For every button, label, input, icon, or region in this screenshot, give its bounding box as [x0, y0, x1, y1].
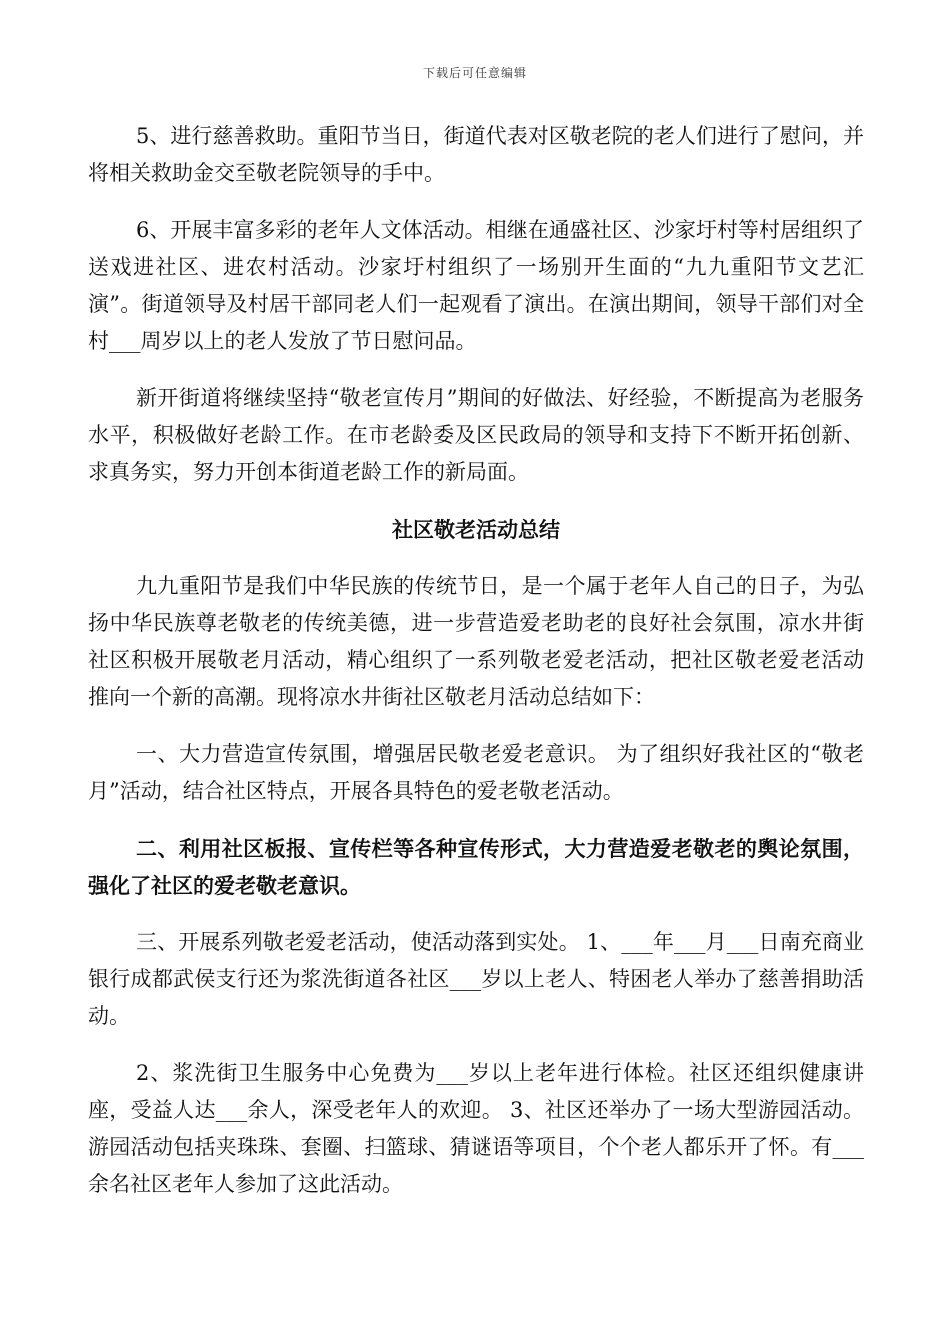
paragraph-point-three: 三、开展系列敬老爱老活动，使活动落到实处。 1、___年___月___日南充商业银行成都武侯支行还为浆洗街道各社区___岁以上老人、特困老人举办了慈善捐助活动。 [88, 930, 864, 1028]
page-header: 下载后可任意编辑 [422, 66, 527, 80]
paragraph-health-and-fair: 2、浆洗街卫生服务中心免费为___岁以上老年进行体检。社区还组织健康讲座，受益人达___余人，深受老年人的欢迎。 3、社区还举办了一场大型游园活动。游园活动包括夹珠珠、套圈、扫篮球、猜谜语等项目，个个老人都乐开了怀。有___余名社区老年人参加了这此活动。 [88, 1061, 864, 1196]
paragraph-introduction: 九九重阳节是我们中华民族的传统节日，是一个属于老年人自己的日子，为弘扬中华民族尊老敬老的传统美德，进一步营造爱老助老的良好社会氛围，凉水井街社区积极开展敬老月活动，精心组织了一系列敬老爱老活动，把社区敬老爱老活动推向一个新的高潮。现将凉水井街社区敬老月活动总结如下： [88, 574, 864, 709]
document-body [88, 118, 864, 1223]
paragraph-cultural-activities: 6、开展丰富多彩的老年人文体活动。相继在通盛社区、沙家圩村等村居组织了送戏进社区、进农村活动。沙家圩村组织了一场别开生面的“九九重阳节文艺汇演”。街道领导及村居干部同老人们一起观看了演出。在演出期间，领导干部们对全村___周岁以上的老人发放了节日慰问品。 [88, 218, 864, 353]
paragraph-charity-relief: 5、进行慈善救助。重阳节当日，街道代表对区敬老院的老人们进行了慰问，并将相关救助金交至敬老院领导的手中。 [88, 124, 864, 185]
paragraph-point-two: 二、利用社区板报、宣传栏等各种宣传形式，大力营造爱老敬老的舆论氛围，强化了社区的爱老敬老意识。 [88, 836, 864, 898]
paragraph-point-one: 一、大力营造宣传氛围，增强居民敬老爱老意识。 为了组织好我社区的“敬老月”活动，结合社区特点，开展各具特色的爱老敬老活动。 [88, 742, 864, 803]
paragraph-street-conclusion: 新开街道将继续坚持“敬老宣传月”期间的好做法、好经验，不断提高为老服务水平，积极做好老龄工作。在市老龄委及区民政局的领导和支持下不断开拓创新、求真务实，努力开创本街道老龄工作的新局面。 [88, 386, 864, 484]
section-title: 社区敬老活动总结 [392, 517, 560, 542]
